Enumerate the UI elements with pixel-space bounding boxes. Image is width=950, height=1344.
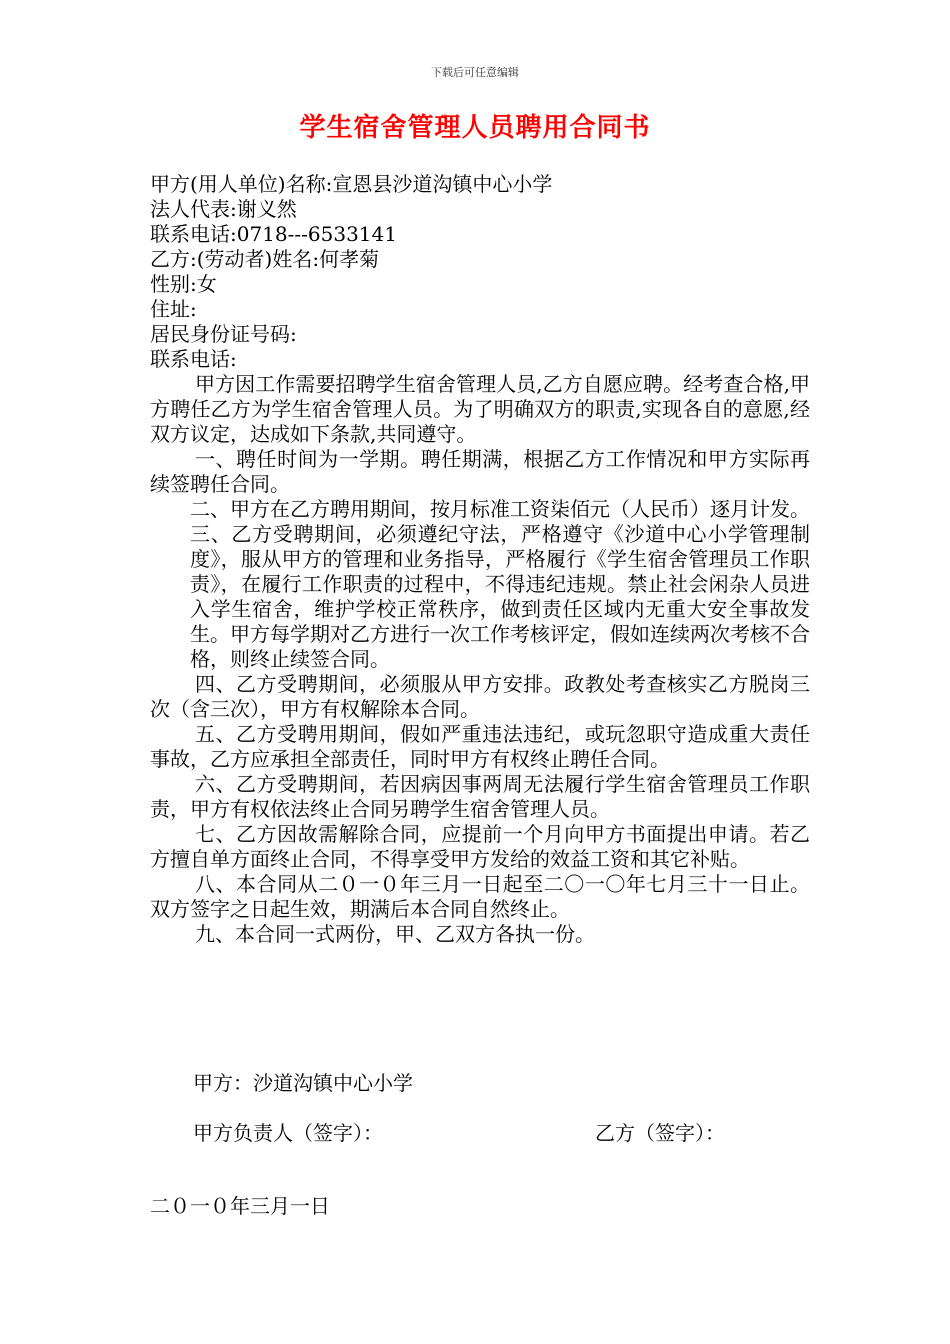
clause-4: 四、乙方受聘期间，必须服从甲方安排。政教处考查核实乙方脱岗三次（含三次），甲方有权解除本合同。 <box>150 672 810 721</box>
clause-3: 三、乙方受聘期间，必须遵纪守法，严格遵守《沙道中心小学管理制度》，服从甲方的管理和业务指导，严格履行《学生宿舍管理员工作职责》，在履行工作职责的过程中，不得违纪违规。禁止社会闲杂人员进入学生宿舍，维护学校正常秩序，做到责任区域内无重大安全事故发生。甲方每学期对乙方进行一次工作考核评定，假如连续两次考核不合格，则终止续签合同。 <box>190 522 810 671</box>
clause-7: 七、乙方因故需解除合同，应提前一个月向甲方书面提出申请。若乙方擅自单方面终止合同，不得享受甲方发给的效益工资和其它补贴。 <box>150 822 810 871</box>
party-b-phone: 联系电话: <box>150 347 237 371</box>
signature-party-a-rep: 甲方负责人（签字）： <box>193 1121 383 1145</box>
party-b-name: 乙方:(劳动者)姓名:何孝菊 <box>150 247 380 271</box>
party-info-block <box>150 172 810 372</box>
clause-8: 八、本合同从二０一０年三月一日起至二〇一〇年七月三十一日止。双方签字之日起生效，期满后本合同自然终止。 <box>150 872 810 921</box>
party-b-address: 住址: <box>150 297 197 321</box>
legal-representative: 法人代表:谢义然 <box>150 197 297 221</box>
clause-6: 六、乙方受聘期间，若因病因事两周无法履行学生宿舍管理员工作职责，甲方有权依法终止合同另聘学生宿舍管理人员。 <box>150 772 810 821</box>
signature-party-b: 乙方（签字）： <box>595 1121 725 1145</box>
party-b-id-number: 居民身份证号码: <box>150 322 297 346</box>
page-header-note: 下载后可任意编辑 <box>431 66 519 79</box>
party-a-phone: 联系电话:0718---6533141 <box>150 222 397 246</box>
clause-9: 九、本合同一式两份，甲、乙双方各执一份。 <box>195 922 595 946</box>
clause-2: 二、甲方在乙方聘用期间，按月标准工资柒佰元（人民币）逐月计发。 <box>190 497 810 521</box>
clause-5: 五、乙方受聘用期间，假如严重违法违纪，或玩忽职守造成重大责任事故，乙方应承担全部责任，同时甲方有权终止聘任合同。 <box>150 722 810 771</box>
signature-party-a: 甲方：沙道沟镇中心小学 <box>193 1071 413 1095</box>
party-b-gender: 性别:女 <box>150 272 217 296</box>
document-title: 学生宿舍管理人员聘用合同书 <box>299 113 651 143</box>
signature-date: 二０一０年三月一日 <box>150 1194 330 1218</box>
party-a-name: 甲方(用人单位)名称:宣恩县沙道沟镇中心小学 <box>150 172 553 196</box>
intro-paragraph: 甲方因工作需要招聘学生宿舍管理人员,乙方自愿应聘。经考查合格,甲方聘任乙方为学生宿舍管理人员。为了明确双方的职责,实现各自的意愿,经双方议定，达成如下条款,共同遵守。 <box>150 372 810 446</box>
contract-body <box>150 372 810 947</box>
clause-1: 一、聘任时间为一学期。聘任期满，根据乙方工作情况和甲方实际再续签聘任合同。 <box>150 447 810 496</box>
